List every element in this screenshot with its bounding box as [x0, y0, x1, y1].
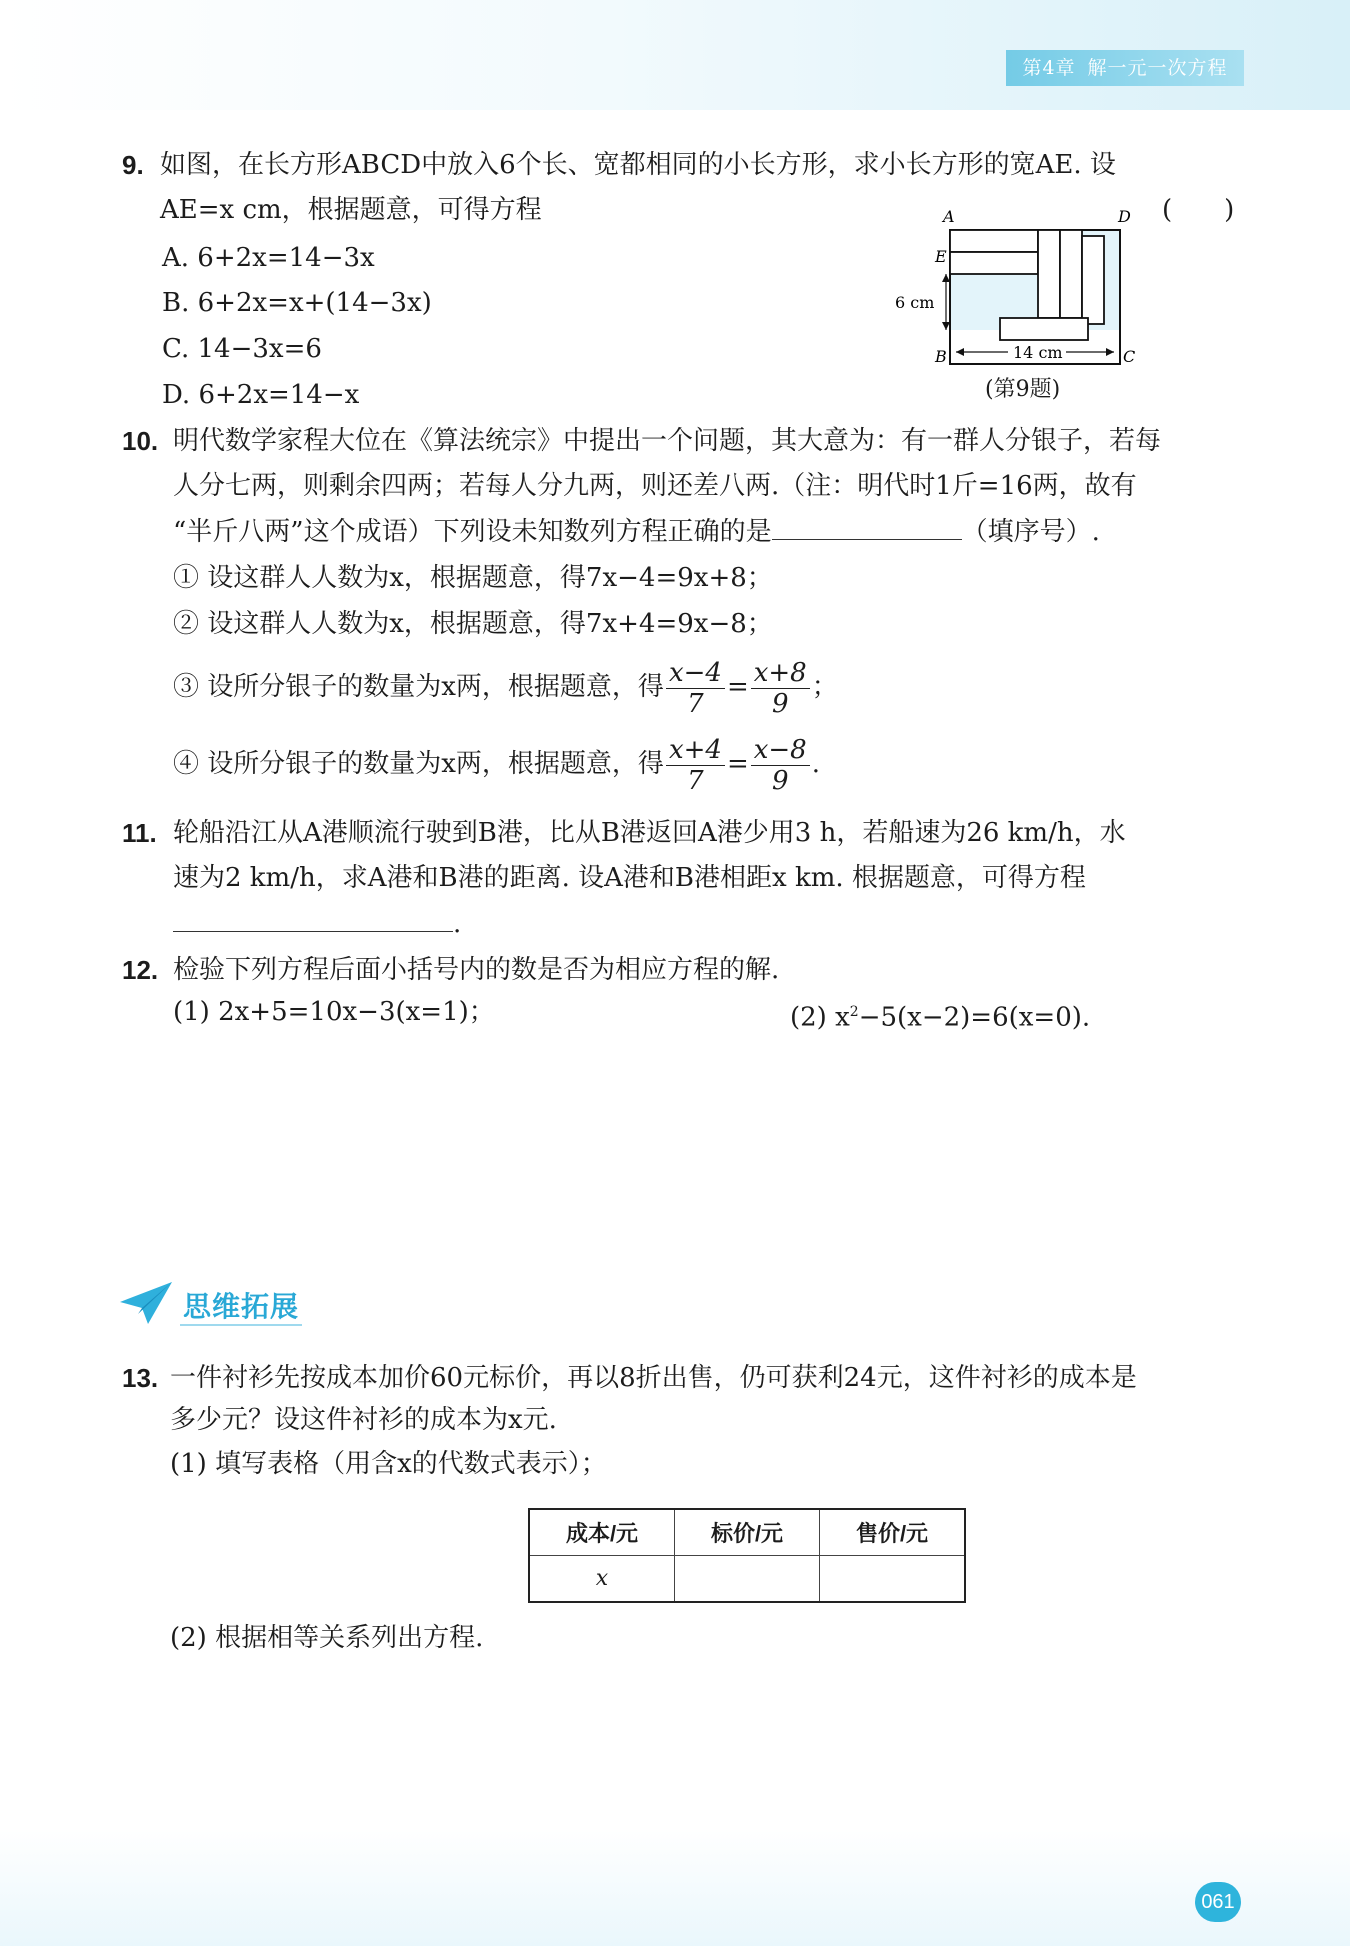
- table-header-row: [529, 1509, 965, 1556]
- q12-number: 12.: [122, 955, 159, 985]
- section-title: 思维拓展: [183, 1291, 300, 1322]
- label-e: E: [935, 247, 947, 266]
- q10-line3: [173, 514, 1100, 550]
- cell-sale-price[interactable]: [820, 1556, 966, 1603]
- q10-item4: ④ 设所分银子的数量为x两，根据题意，得 $\frac{x+4}{7}$ = $\frac{x-8}{9}$ .: [173, 734, 820, 796]
- q13-line2: 多少元？设这件衬衫的成本为x元.: [170, 1405, 557, 1435]
- q9-line2: AE=x cm，根据题意，可得方程: [160, 195, 542, 225]
- q9-option-a[interactable]: A. 6+2x=14−3x: [162, 243, 375, 273]
- section-underline: [180, 1324, 302, 1326]
- q10-item4-frac1: $\frac{x+4}{7}$: [666, 735, 725, 796]
- q9-option-c[interactable]: C. 14−3x=6: [162, 334, 322, 364]
- cell-list-price[interactable]: [675, 1556, 820, 1603]
- width-label: 14 cm: [1013, 343, 1063, 362]
- q11-number: 11.: [122, 818, 157, 848]
- header-list-price: 标价/元: [675, 1509, 820, 1556]
- q9-figure-caption: (第9题): [985, 377, 1061, 402]
- q10-item2: ② 设这群人人数为x，根据题意，得7x+4=9x−8；: [173, 609, 773, 639]
- table-row: [529, 1556, 965, 1603]
- q10-item1: ① 设这群人人数为x，根据题意，得7x−4=9x+8；: [173, 563, 773, 593]
- chapter-title: 解一元一次方程: [1087, 57, 1228, 79]
- q9-option-b[interactable]: B. 6+2x=x+(14−3x): [162, 288, 432, 318]
- page-number: 061: [1195, 1882, 1241, 1922]
- q10-answer-blank[interactable]: [772, 519, 962, 540]
- chapter-tab: [1006, 50, 1244, 86]
- label-d: D: [1118, 207, 1131, 226]
- q13-part2: (2) 根据相等关系列出方程.: [170, 1623, 484, 1653]
- q10-number: 10.: [122, 426, 159, 456]
- q11-line3: .: [173, 906, 461, 942]
- height-label: 6 cm: [895, 293, 935, 312]
- q10-line3-a: “半斤八两”这个成语）下列设未知数列方程正确的是: [173, 517, 772, 547]
- q12-part1: (1) 2x+5=10x−3(x=1)；: [173, 997, 495, 1027]
- q9-number: 9.: [122, 150, 144, 180]
- q10-item3: ③ 设所分银子的数量为x两，根据题意，得 $\frac{x-4}{7}$ = $\frac{x+8}{9}$ ；: [173, 657, 838, 719]
- cell-cost: x: [529, 1556, 675, 1603]
- q13-line1: 一件衬衫先按成本加价60元标价，再以8折出售，仍可获利24元，这件衬衫的成本是: [170, 1363, 1137, 1393]
- q10-item3-frac2: $\frac{x+8}{9}$: [751, 658, 810, 719]
- label-a: A: [943, 207, 955, 226]
- chapter-number: 第4章: [1022, 57, 1076, 79]
- q10-line3-b: （填序号）.: [961, 517, 1100, 547]
- label-c: C: [1123, 347, 1136, 366]
- q10-line2: 人分七两，则剩余四两；若每人分九两，则还差八两.（注：明代时1斤=16两，故有: [173, 471, 1137, 501]
- q10-item4-frac2: $\frac{x-8}{9}$: [751, 735, 810, 796]
- q9-line1: 如图，在长方形ABCD中放入6个长、宽都相同的小长方形，求小长方形的宽AE. 设: [160, 150, 1116, 180]
- q11-line2: 速为2 km/h，求A港和B港的距离. 设A港和B港相距x km. 根据题意，可得方程: [173, 863, 1086, 893]
- q11-line1: 轮船沿江从A港顺流行驶到B港，比从B港返回A港少用3 h，若船速为26 km/h，水: [173, 818, 1126, 848]
- q9-answer-bracket[interactable]: ( ): [1162, 195, 1235, 225]
- q13-number: 13.: [122, 1363, 159, 1393]
- q11-answer-blank[interactable]: [173, 911, 453, 932]
- q10-item3-frac1: $\frac{x-4}{7}$: [666, 658, 725, 719]
- q10-item3-text: ③ 设所分银子的数量为x两，根据题意，得: [173, 672, 664, 702]
- q13-cost-table: [528, 1508, 966, 1603]
- paper-plane-icon: [118, 1280, 174, 1326]
- label-b: B: [935, 347, 947, 366]
- q12-part2: (2) $x^2-5(x-2)=6(x=0)$.: [790, 1002, 1091, 1033]
- header-cost: 成本/元: [529, 1509, 675, 1556]
- footer-band: [0, 1830, 1350, 1946]
- q10-line1: 明代数学家程大位在《算法统宗》中提出一个问题，其大意为：有一群人分银子，若每: [173, 426, 1162, 456]
- q10-item4-text: ④ 设所分银子的数量为x两，根据题意，得: [173, 749, 664, 779]
- q12-line1: 检验下列方程后面小括号内的数是否为相应方程的解.: [173, 955, 780, 985]
- q13-part1: (1) 填写表格（用含x的代数式表示）；: [170, 1449, 607, 1479]
- q9-option-d[interactable]: D. 6+2x=14−x: [162, 380, 360, 410]
- header-sale-price: 售价/元: [820, 1509, 966, 1556]
